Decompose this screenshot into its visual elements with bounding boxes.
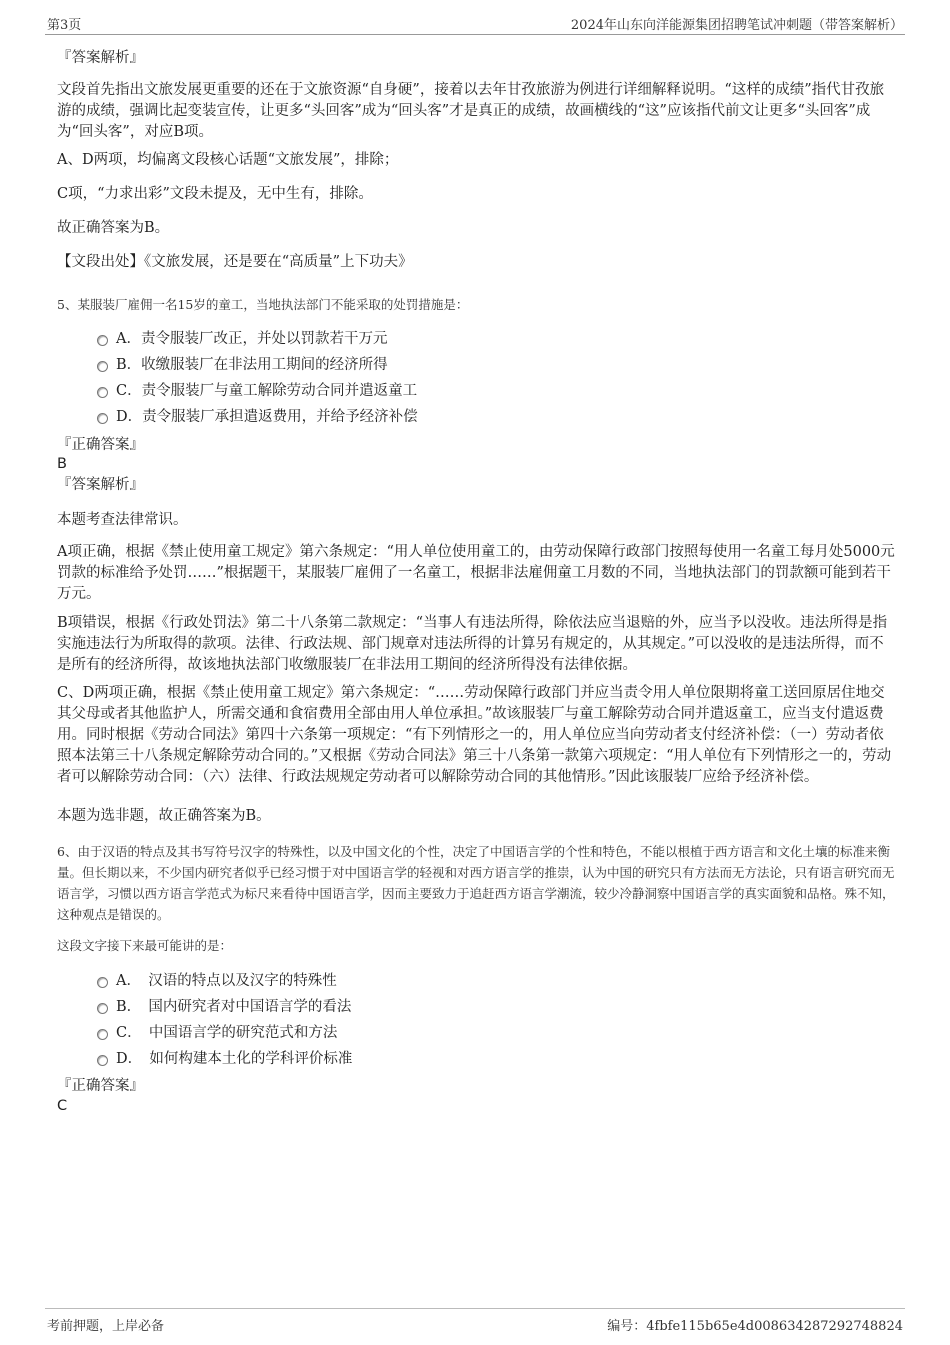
q5-answer-label: 『正确答案』 xyxy=(57,437,144,453)
option-label: A． 汉语的特点以及汉字的特殊性 xyxy=(116,973,337,989)
radio-icon[interactable] xyxy=(97,387,108,398)
q4-analysis-label: 『答案解析』 xyxy=(57,50,144,66)
page-number: 第3页 xyxy=(47,18,82,33)
document-title: 2024年山东向洋能源集团招聘笔试冲刺题（带答案解析） xyxy=(570,18,903,33)
q6-option-b[interactable] xyxy=(97,997,351,1017)
option-label: C．责令服装厂与童工解除劳动合同并遣返童工 xyxy=(116,383,418,399)
radio-icon[interactable] xyxy=(97,335,108,346)
q5-analysis-1: 本题考查法律常识。 xyxy=(57,512,188,528)
q6-option-d[interactable] xyxy=(97,1049,352,1069)
page-header xyxy=(45,12,905,35)
option-label: B． 国内研究者对中国语言学的看法 xyxy=(116,999,352,1015)
q4-analysis-para3: C项，“力求出彩”文段未提及，无中生有，排除。 xyxy=(57,186,373,202)
q6-stem: 6、由于汉语的特点及其书写符号汉字的特殊性，以及中国文化的个性，决定了中国语言学的个性和特色，不能以根植于西方语言和文化土壤的标准来衡量。但长期以来，不少国内研究者似乎已经习惯于对中国语言学的轻视和对西方语言学的推崇，认为中国的研究只有方法而无方法论，只有语言研究而无语言学，习惯以西方语言学范式为标尺来看待中国语言学，因而主要致力于追赶西方语言学潮流，较少冷静洞察中国语言学的真实面貌和品格。殊不知，这种观点是错误的。 xyxy=(57,844,895,922)
q5-analysis-5: 本题为选非题，故正确答案为B。 xyxy=(57,808,271,824)
q6-answer-label: 『正确答案』 xyxy=(57,1078,144,1094)
q5-analysis-4: C、D两项正确，根据《禁止使用童工规定》第六条规定：“……劳动保障行政部门并应当责令用人单位限期将童工送回原居住地交其父母或者其他监护人，所需交通和食宿费用全部由用人单位承担。”故该服装厂与童工解除劳动合同并遣返童工，应当支付遣返费用。同时根据《劳动合同法》第四十六条第一项规定：“有下列情形之一的，用人单位应当向劳动者支付经济补偿：（一）劳动者依照本法第三十八条规定解除劳动合同的。”又根据《劳动合同法》第三十八条第一款第六项规定：“用人单位有下列情形之一的，劳动者可以解除劳动合同：（六）法律、行政法规规定劳动者可以解除劳动合同的其他情形。”因此该服装厂应给予经济补偿。 xyxy=(57,685,892,785)
q6-option-a[interactable] xyxy=(97,971,337,991)
q5-stem: 5、某服装厂雇佣一名15岁的童工，当地执法部门不能采取的处罚措施是： xyxy=(57,297,469,312)
q6-answer: C xyxy=(57,1098,68,1114)
q4-analysis-para2: A、D两项，均偏离文段核心话题“文旅发展”，排除； xyxy=(57,152,399,168)
q5-option-d[interactable] xyxy=(97,407,418,427)
option-label: C． 中国语言学的研究范式和方法 xyxy=(116,1025,338,1041)
q5-option-a[interactable] xyxy=(97,329,387,349)
q4-analysis-para1: 文段首先指出文旅发展更重要的还在于文旅资源“自身硬”，接着以去年甘孜旅游为例进行详细解释说明。“这样的成绩”指代甘孜旅游的成绩，强调比起变装宣传，让更多“头回客”成为“回头客”才是真正的成绩，故画横线的“这”应该指代前文让更多“头回客”成为“回头客”，对应B项。 xyxy=(57,82,885,140)
document-code: 编号：4fbfe115b65e4d008634287292748824 xyxy=(607,1319,903,1334)
option-label: D．责令服装厂承担遣返费用，并给予经济补偿 xyxy=(116,409,418,425)
q6-question: 这段文字接下来最可能讲的是： xyxy=(57,938,233,953)
radio-icon[interactable] xyxy=(97,1029,108,1040)
q5-analysis-2: A项正确，根据《禁止使用童工规定》第六条规定：“用人单位使用童工的，由劳动保障行政部门按照每使用一名童工每月处5000元罚款的标准给予处罚……”根据题干，某服装厂雇佣了一名童工，根据非法雇佣童工月数的不同，当地执法部门的罚款额可能到若干万元。 xyxy=(57,544,895,602)
q5-analysis-label: 『答案解析』 xyxy=(57,477,144,493)
page-footer xyxy=(45,1308,905,1334)
option-label: D． 如何构建本土化的学科评价标准 xyxy=(116,1051,353,1067)
option-label: A．责令服装厂改正，并处以罚款若干万元 xyxy=(116,331,388,347)
radio-icon[interactable] xyxy=(97,413,108,424)
q5-answer: B xyxy=(57,456,67,472)
radio-icon[interactable] xyxy=(97,977,108,988)
q5-analysis-3: B项错误，根据《行政处罚法》第二十八条第二款规定：“当事人有违法所得，除依法应当退赔的外，应当予以没收。违法所得是指实施违法行为所取得的款项。法律、行政法规、部门规章对违法所得的计算另有规定的，从其规定。”可以没收的是违法所得，而不是所有的经济所得，故该地执法部门收缴服装厂在非法用工期间的经济所得没有法律依据。 xyxy=(57,615,888,673)
option-label: B．收缴服装厂在非法用工期间的经济所得 xyxy=(116,357,388,373)
radio-icon[interactable] xyxy=(97,1055,108,1066)
q6-option-c[interactable] xyxy=(97,1023,337,1043)
q4-analysis-para4: 故正确答案为B。 xyxy=(57,220,170,236)
q5-option-b[interactable] xyxy=(97,355,388,375)
footer-slogan: 考前押题，上岸必备 xyxy=(47,1319,165,1334)
radio-icon[interactable] xyxy=(97,1003,108,1014)
q5-option-c[interactable] xyxy=(97,381,417,401)
q4-source: 【文段出处】《文旅发展，还是要在“高质量”上下功夫》 xyxy=(57,254,413,270)
radio-icon[interactable] xyxy=(97,361,108,372)
